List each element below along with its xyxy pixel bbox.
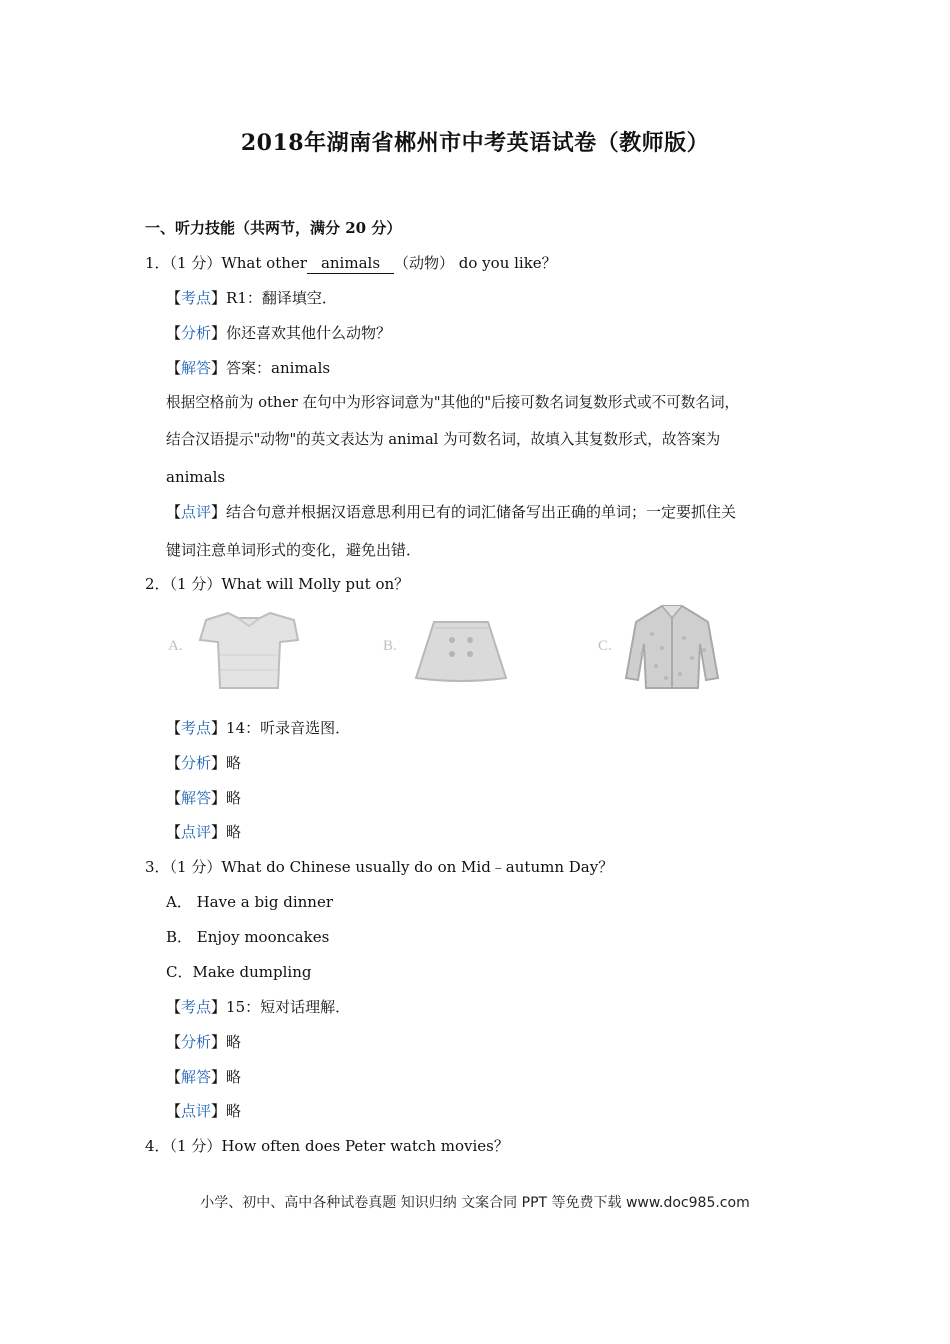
bracket-close: 】: [211, 719, 227, 737]
bracket-open: 【: [166, 823, 182, 841]
q3-option-c: C．Make dumpling: [166, 963, 312, 981]
q1-explain-line-2: 结合汉语提示"动物"的英文表达为 animal 为可数名词，故填入其复数形式，故答案为: [166, 431, 721, 448]
page-title: 2018年湖南省郴州市中考英语试卷（教师版）: [240, 130, 710, 156]
q1-dianping-text-1: 结合句意并根据汉语意思利用已有的词汇储备写出正确的单词；一定要抓住关: [226, 503, 737, 521]
question-4-stem: 4．（1 分）How often does Peter watch movies？: [145, 1137, 509, 1155]
q2-option-c-letter: C.: [598, 638, 612, 654]
bracket-open: 【: [166, 1068, 182, 1086]
bracket-open: 【: [166, 359, 182, 377]
bracket-open: 【: [166, 289, 182, 307]
bracket-open: 【: [166, 1033, 182, 1051]
q2-fenxi-text: 略: [226, 754, 242, 772]
q1-explain-line-1: 根据空格前为 other 在句中为形容词意为"其他的"后接可数名词复数形式或不可数名词，: [166, 394, 740, 411]
q1-stem-before: 1．（1 分）What other: [145, 254, 307, 272]
dianping-tag: 点评: [181, 503, 212, 521]
q1-explain-line-3: animals: [166, 468, 226, 486]
q1-answer-blank: animals: [307, 253, 394, 274]
bracket-open: 【: [166, 719, 182, 737]
q2-option-b-letter: B.: [383, 638, 397, 654]
fenxi-tag: 分析: [181, 754, 212, 772]
bracket-close: 】: [211, 289, 227, 307]
bracket-open: 【: [166, 754, 182, 772]
bracket-open: 【: [166, 1102, 182, 1120]
q1-jieda: [166, 358, 330, 378]
jieda-tag: 解答: [181, 789, 212, 807]
bracket-close: 】: [211, 324, 227, 342]
q3-option-b: B． Enjoy mooncakes: [166, 928, 330, 946]
jacket-icon: [622, 604, 722, 690]
q1-kaodian: [166, 288, 337, 308]
q1-kaodian-text: R1：翻译填空．: [226, 289, 337, 307]
q2-kaodian-text: 14：听录音选图．: [226, 719, 351, 737]
bracket-close: 】: [211, 998, 227, 1016]
question-1-stem: [145, 253, 557, 274]
q2-option-a-letter: A.: [168, 638, 183, 654]
bracket-close: 】: [211, 789, 227, 807]
q1-dianping: [166, 502, 736, 522]
q2-kaodian: [166, 718, 350, 738]
q3-kaodian-text: 15：短对话理解．: [226, 998, 351, 1016]
dianping-tag: 点评: [181, 823, 212, 841]
q3-jieda: [166, 1067, 241, 1087]
q1-fenxi-text: 你还喜欢其他什么动物？: [226, 324, 392, 342]
q2-fenxi: [166, 753, 241, 773]
q3-dianping-text: 略: [226, 1102, 242, 1120]
bracket-open: 【: [166, 998, 182, 1016]
fenxi-tag: 分析: [181, 324, 212, 342]
jieda-tag: 解答: [181, 359, 212, 377]
q2-jieda: [166, 788, 241, 808]
question-3-stem: 3．（1 分）What do Chinese usually do on Mid﹣autumn Day？: [145, 858, 614, 876]
question-2-stem: 2．（1 分）What will Molly put on？: [145, 575, 410, 593]
bracket-close: 】: [211, 823, 227, 841]
kaodian-tag: 考点: [181, 719, 212, 737]
section-heading: 一、听力技能（共两节，满分 20 分）: [145, 219, 402, 237]
q1-stem-after: （动物） do you like？: [394, 254, 557, 272]
page-footer: 小学、初中、高中各种试卷真题 知识归纳 文案合同 PPT 等免费下载 www.doc985.com: [200, 1195, 750, 1211]
bracket-close: 】: [211, 359, 227, 377]
q3-jieda-text: 略: [226, 1068, 242, 1086]
q2-dianping-text: 略: [226, 823, 242, 841]
bracket-open: 【: [166, 503, 182, 521]
q2-jieda-text: 略: [226, 789, 242, 807]
jieda-tag: 解答: [181, 1068, 212, 1086]
bracket-close: 】: [211, 503, 227, 521]
fenxi-tag: 分析: [181, 1033, 212, 1051]
bracket-close: 】: [211, 1068, 227, 1086]
q3-kaodian: [166, 997, 350, 1017]
bracket-open: 【: [166, 789, 182, 807]
shirt-icon: [198, 610, 300, 690]
bracket-close: 】: [211, 1102, 227, 1120]
q1-jieda-text: 答案：animals: [226, 359, 331, 377]
dianping-tag: 点评: [181, 1102, 212, 1120]
kaodian-tag: 考点: [181, 289, 212, 307]
q3-fenxi-text: 略: [226, 1033, 242, 1051]
bracket-close: 】: [211, 1033, 227, 1051]
q3-fenxi: [166, 1032, 241, 1052]
q2-dianping: [166, 822, 241, 842]
bracket-close: 】: [211, 754, 227, 772]
q3-option-a: A． Have a big dinner: [166, 893, 333, 911]
q3-dianping: [166, 1101, 241, 1121]
bracket-open: 【: [166, 324, 182, 342]
skirt-icon: [412, 620, 510, 682]
kaodian-tag: 考点: [181, 998, 212, 1016]
q1-fenxi: [166, 323, 391, 343]
q1-dianping-line-2: 键词注意单词形式的变化，避免出错．: [166, 541, 422, 559]
